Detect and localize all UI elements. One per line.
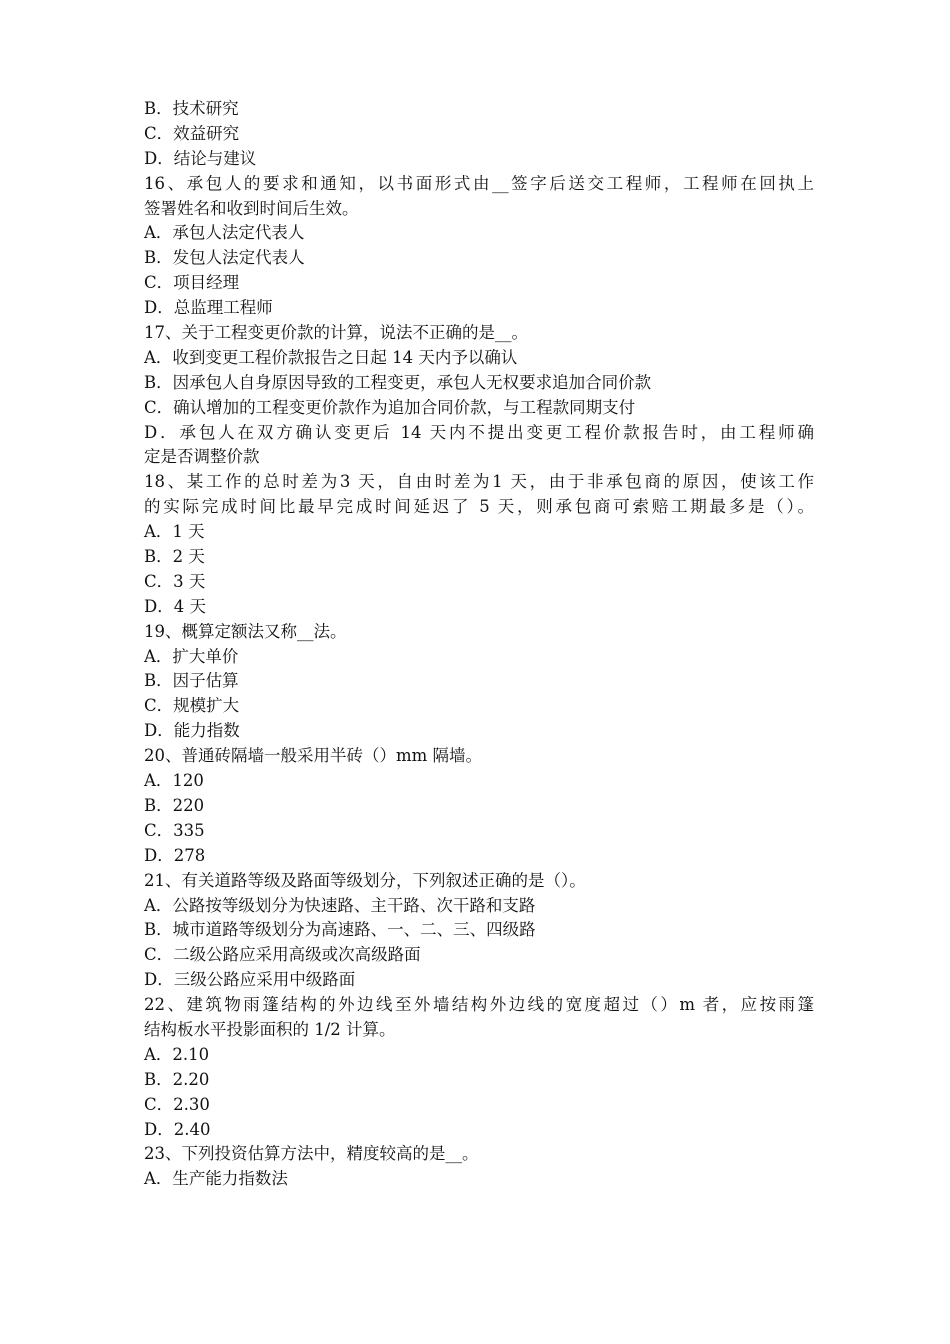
text-line: B．因承包人自身原因导致的工程变更，承包人无权要求追加合同价款: [144, 372, 652, 392]
text-line: B．2.20: [144, 1069, 210, 1089]
text-line: C．3 天: [144, 571, 206, 591]
text-line: D．能力指数: [144, 721, 240, 741]
text-line: 18、某工作的总时差为3 天，自由时差为1 天，由于非承包商的原因，使该工作: [144, 472, 814, 492]
text-line: 结构板水平投影面积的 1/2 计算。: [144, 1019, 396, 1039]
text-line: D．278: [144, 845, 206, 865]
text-line: 17、关于工程变更价款的计算，说法不正确的是__。: [144, 323, 528, 343]
text-line: D．4 天: [144, 596, 206, 616]
text-line: B．220: [144, 795, 205, 815]
text-line: A．公路按等级划分为快速路、主干路、次干路和支路: [144, 895, 536, 915]
text-line: B．城市道路等级划分为高速路、一、二、三、四级路: [144, 920, 536, 940]
text-line: C．效益研究: [144, 123, 240, 143]
text-line: 22、建筑物雨篷结构的外边线至外墙结构外边线的宽度超过（）m 者，应按雨篷: [144, 995, 814, 1015]
text-line: B．2 天: [144, 547, 205, 567]
text-line: C．项目经理: [144, 273, 240, 293]
text-line: A．扩大单价: [144, 646, 239, 666]
text-line: C．二级公路应采用高级或次高级路面: [144, 945, 421, 965]
text-line: 16、承包人的要求和通知，以书面形式由__签字后送交工程师，工程师在回执上: [144, 173, 814, 193]
text-line: A．生产能力指数法: [144, 1169, 288, 1189]
text-line: A．承包人法定代表人: [144, 223, 305, 243]
text-line: C．规模扩大: [144, 696, 240, 716]
text-line: A．2.10: [144, 1044, 210, 1064]
text-line: C．2.30: [144, 1094, 210, 1114]
text-line: A．1 天: [144, 522, 205, 542]
text-line: A．120: [144, 771, 204, 791]
text-line: 签署姓名和收到时间后生效。: [144, 198, 359, 218]
text-line: 21、有关道路等级及路面等级划分，下列叙述正确的是（）。: [144, 870, 586, 890]
text-line: B．技术研究: [144, 99, 239, 118]
text-line: 定是否调整价款: [144, 447, 260, 467]
text-line: 23、下列投资估算方法中，精度较高的是__。: [144, 1144, 479, 1164]
document-page: [144, 97, 814, 1192]
text-line: 20、普通砖隔墙一般采用半砖（）mm 隔墙。: [144, 746, 483, 766]
text-line: D．三级公路应采用中级路面: [144, 970, 356, 990]
text-line: B．发包人法定代表人: [144, 248, 305, 268]
text-line: D．2.40: [144, 1119, 211, 1139]
text-line: B．因子估算: [144, 671, 239, 691]
text-line: D．总监理工程师: [144, 298, 273, 318]
text-line: C．335: [144, 820, 205, 840]
text-line: 的实际完成时间比最早完成时间延迟了 5 天，则承包商可索赔工期最多是（）。: [144, 497, 814, 517]
text-line: D．结论与建议: [144, 148, 257, 168]
text-line: C．确认增加的工程变更价款作为追加合同价款，与工程款同期支付: [144, 397, 636, 417]
text-line: 19、概算定额法又称__法。: [144, 621, 347, 641]
text-line: A．收到变更工程价款报告之日起 14 天内予以确认: [144, 347, 518, 367]
text-line: D．承包人在双方确认变更后 14 天内不提出变更工程价款报告时，由工程师确: [144, 422, 814, 442]
